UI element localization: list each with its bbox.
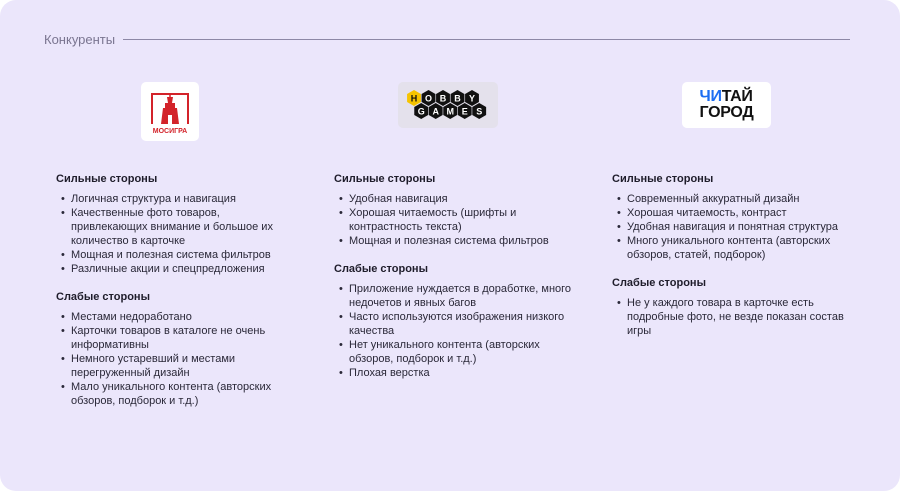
weaknesses-list [56,310,291,408]
list-item: • Часто используются изображения низкого качества [334,310,579,338]
competitor-column-hobby-games [334,172,579,394]
hobby-hex-letter: H [410,93,418,104]
strengths-title: Сильные стороны [56,173,158,185]
list-item: • Удобная навигация [334,192,579,206]
hobby-hex-letter: S [476,106,483,117]
hobby-hex-letter: B [454,93,461,104]
mosigra-logo-text: МОСИГРА [152,127,188,135]
list-item: • Различные акции и спецпредложения [56,262,291,276]
section-title: Конкуренты [44,31,116,47]
list-item: • Хорошая читаемость, контраст [612,206,862,220]
weaknesses-list [612,296,862,338]
strengths-title: Сильные стороны [612,173,714,185]
list-item: • Плохая верстка [334,366,579,380]
kremlin-tower-icon [148,88,192,136]
list-item: • Приложение нуждается в доработке, много недочетов и явных багов [334,282,579,310]
list-item: • Карточки товаров в каталоге не очень информативны [56,324,291,352]
strengths-list [612,192,862,262]
hobby-hex-letter: M [446,106,454,117]
competitor-column-chitai-gorod [612,172,862,352]
list-item: • Много уникального контента (авторских обзоров, статей, подборок) [612,234,862,262]
hobby-hex-letter: O [424,93,433,104]
strengths-list [334,192,579,248]
list-item: • Современный аккуратный дизайн [612,192,862,206]
list-item: • Логичная структура и навигация [56,192,291,206]
weaknesses-title: Слабые стороны [56,291,150,303]
list-item: • Не у каждого товара в карточке есть подробные фото, не везде показан состав игры [612,296,862,338]
list-item: • Мало уникального контента (авторских обзоров, подборок и т.д.) [56,380,291,408]
chitai-logo-word1: ТАЙ [721,88,753,105]
list-item: • Мощная и полезная система фильтров [334,234,579,248]
hobby-hex-letter: B [439,93,447,104]
hobby-games-logo [398,82,498,128]
hobby-hex-letter: Y [468,93,476,104]
list-item: • Мощная и полезная система фильтров [56,248,291,262]
weaknesses-title: Слабые стороны [334,263,428,275]
strengths-title: Сильные стороны [334,173,436,185]
weaknesses-title: Слабые стороны [612,277,706,289]
chitai-logo-word2: ГОРОД [699,104,754,121]
strengths-list [56,192,291,276]
hobby-hex-letter: E [461,106,468,117]
hobby-hex-letter: G [417,106,425,117]
list-item: • Немного устаревший и местами перегруженный дизайн [56,352,291,380]
list-item: • Удобная навигация и понятная структура [612,220,862,234]
hobby-hex-letter: A [432,106,439,117]
header-divider [123,39,850,40]
competitor-column-mosigra [56,172,291,422]
hobby-games-hex-icon [404,89,492,121]
list-item: • Качественные фото товаров, привлекающих внимание и большое их количество в карточке [56,206,291,248]
mosigra-logo [141,82,199,141]
section-header [44,31,850,47]
list-item: • Хорошая читаемость (шрифты и контрастность текста) [334,206,579,234]
chitai-gorod-logo [682,82,771,128]
weaknesses-list [334,282,579,380]
list-item: • Нет уникального контента (авторских обзоров, подборок и т.д.) [334,338,579,366]
list-item: • Местами недоработано [56,310,291,324]
chitai-logo-accent: ЧИ [699,88,722,105]
